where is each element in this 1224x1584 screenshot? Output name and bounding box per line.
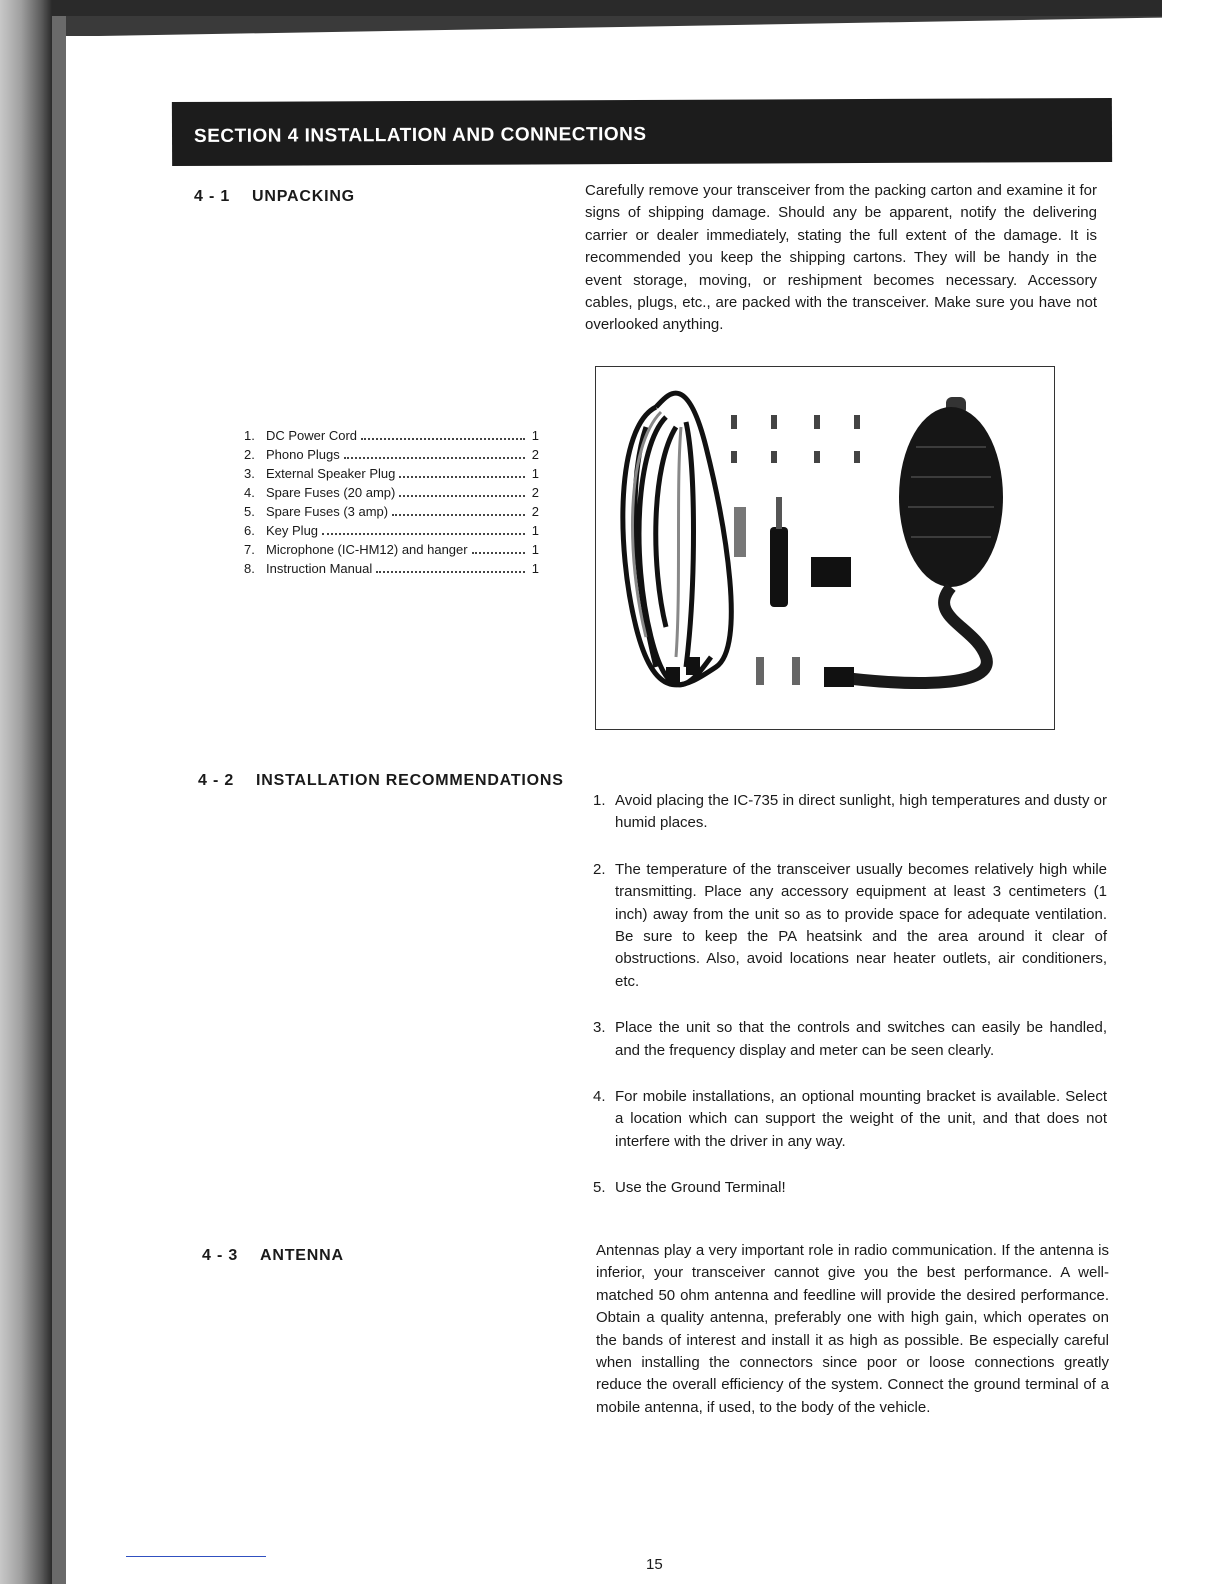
leader-dots bbox=[392, 514, 525, 516]
part-number: 2. bbox=[244, 447, 255, 462]
antenna-title: ANTENNA bbox=[260, 1247, 344, 1264]
unpacking-title: UNPACKING bbox=[252, 188, 355, 205]
item-number: 3. bbox=[593, 1019, 606, 1037]
antenna-number: 4 - 3 bbox=[202, 1247, 239, 1264]
part-quantity: 1 bbox=[531, 542, 539, 557]
item-number: 1. bbox=[593, 792, 606, 809]
leader-dots bbox=[399, 476, 525, 478]
parts-list-item bbox=[244, 464, 539, 483]
installation-item bbox=[593, 1086, 1107, 1153]
parts-list-item bbox=[244, 559, 539, 578]
installation-item bbox=[593, 790, 1107, 835]
part-label: Spare Fuses (20 amp) bbox=[266, 485, 396, 500]
parts-list-item bbox=[244, 540, 539, 559]
spare-fuses-image bbox=[731, 415, 860, 463]
part-quantity: 1 bbox=[531, 523, 539, 538]
installation-item bbox=[593, 859, 1107, 993]
section-header-bar bbox=[172, 98, 1112, 166]
scan-top-edge bbox=[52, 0, 1162, 16]
item-number: 2. bbox=[593, 860, 606, 878]
part-number: 3. bbox=[244, 466, 255, 481]
page-number: 15 bbox=[646, 1556, 663, 1573]
item-text: For mobile installations, an optional mounting bracket is available. Select a location which can support the weight of the unit, and that does not interfere with the driver in any way. bbox=[615, 1088, 1107, 1150]
installation-item bbox=[593, 1017, 1107, 1062]
parts-list-item bbox=[244, 483, 539, 502]
part-number: 7. bbox=[244, 542, 255, 557]
microphone-hanger-image bbox=[811, 557, 851, 587]
leader-dots bbox=[376, 571, 525, 573]
section-title: SECTION 4 INSTALLATION AND CONNECTIONS bbox=[193, 123, 647, 147]
parts-list-item bbox=[244, 521, 539, 540]
parts-list-item bbox=[244, 426, 539, 445]
part-number: 4. bbox=[244, 485, 255, 500]
installation-number: 4 - 2 bbox=[198, 772, 235, 789]
part-label: DC Power Cord bbox=[266, 428, 358, 443]
part-number: 5. bbox=[244, 504, 255, 519]
part-quantity: 1 bbox=[531, 561, 539, 576]
part-label: Microphone (IC-HM12) and hanger bbox=[266, 542, 468, 557]
leader-dots bbox=[399, 495, 525, 497]
leader-dots bbox=[322, 533, 525, 535]
item-number: 5. bbox=[593, 1179, 606, 1197]
unpacking-number: 4 - 1 bbox=[194, 188, 231, 205]
antenna-paragraph: Antennas play a very important role in radio communication. If the antenna is inferior, your transceiver cannot give you the best performance. A well-matched 50 ohm antenna and feedline will provide the desired performance. Obtain a quality antenna, preferably one with high gain, which operates on the bands of interest and install it as high as possible. Be especially careful when installing the connectors since poor or loose connections greatly reduce the overall efficiency of the system. Connect the ground terminal of a mobile antenna, if used, to the body of the vehicle. bbox=[596, 1242, 1109, 1416]
page-spine bbox=[52, 0, 66, 1584]
part-number: 1. bbox=[244, 428, 255, 443]
antenna-heading bbox=[202, 1247, 344, 1265]
footer-rule bbox=[126, 1556, 266, 1557]
leader-dots bbox=[344, 457, 525, 459]
item-number: 4. bbox=[593, 1088, 606, 1106]
item-text: Avoid placing the IC-735 in direct sunlight, high temperatures and dusty or humid places. bbox=[615, 792, 1107, 832]
parts-list-item bbox=[244, 445, 539, 464]
microphone-image bbox=[824, 397, 1003, 687]
item-text: Use the Ground Terminal! bbox=[615, 1179, 786, 1197]
item-text: Place the unit so that the controls and switches can easily be handled, and the frequency display and meter can be seen clearly. bbox=[615, 1019, 1107, 1059]
installation-list bbox=[593, 790, 1107, 1200]
leader-dots bbox=[361, 438, 525, 440]
installation-title: INSTALLATION RECOMMENDATIONS bbox=[256, 772, 564, 789]
part-label: Phono Plugs bbox=[266, 447, 340, 462]
part-label: Instruction Manual bbox=[266, 561, 373, 576]
part-quantity: 2 bbox=[531, 504, 539, 519]
part-label: Spare Fuses (3 amp) bbox=[266, 504, 389, 519]
part-quantity: 1 bbox=[531, 428, 539, 443]
page-top-shadow bbox=[66, 16, 1162, 36]
accessories-photo bbox=[595, 366, 1055, 730]
accessories-photo-graphic bbox=[596, 367, 1054, 729]
part-label: External Speaker Plug bbox=[266, 466, 396, 481]
part-number: 8. bbox=[244, 561, 255, 576]
book-binding bbox=[0, 0, 52, 1584]
unpacking-heading bbox=[194, 188, 355, 206]
part-label: Key Plug bbox=[266, 523, 319, 538]
parts-list bbox=[244, 426, 539, 578]
part-quantity: 2 bbox=[531, 447, 539, 462]
item-text: The temperature of the transceiver usually becomes relatively high while transmitting. Place any accessory equipment at least 3 centimeters (1 inch) away from the unit so as to provide space for adequate ventilation. Be sure to keep the PA heatsink and the area around it clear of obstructions. Also, avoid locations near heater outlets, air conditioners, etc. bbox=[615, 860, 1107, 990]
installation-item bbox=[593, 1177, 1107, 1199]
part-number: 6. bbox=[244, 523, 255, 538]
unpacking-paragraph: Carefully remove your transceiver from the packing carton and examine it for signs of shipping damage. Should any be apparent, notify the delivering carrier or dealer immediately, stating the full extent of the damage. It is recommended you keep the shipping cartons. They will be handy in the event storage, moving, or reshipment becomes necessary. Accessory cables, plugs, etc., are packed with the transceiver. Make sure you have not overlooked anything. bbox=[585, 182, 1097, 334]
installation-heading bbox=[198, 772, 564, 790]
phono-plugs-image bbox=[756, 657, 800, 685]
scan-right-margin bbox=[1162, 0, 1224, 1584]
speaker-and-key-plugs-image bbox=[734, 497, 788, 607]
part-quantity: 1 bbox=[531, 466, 539, 481]
leader-dots bbox=[472, 552, 525, 554]
part-quantity: 2 bbox=[531, 485, 539, 500]
parts-list-item bbox=[244, 502, 539, 521]
